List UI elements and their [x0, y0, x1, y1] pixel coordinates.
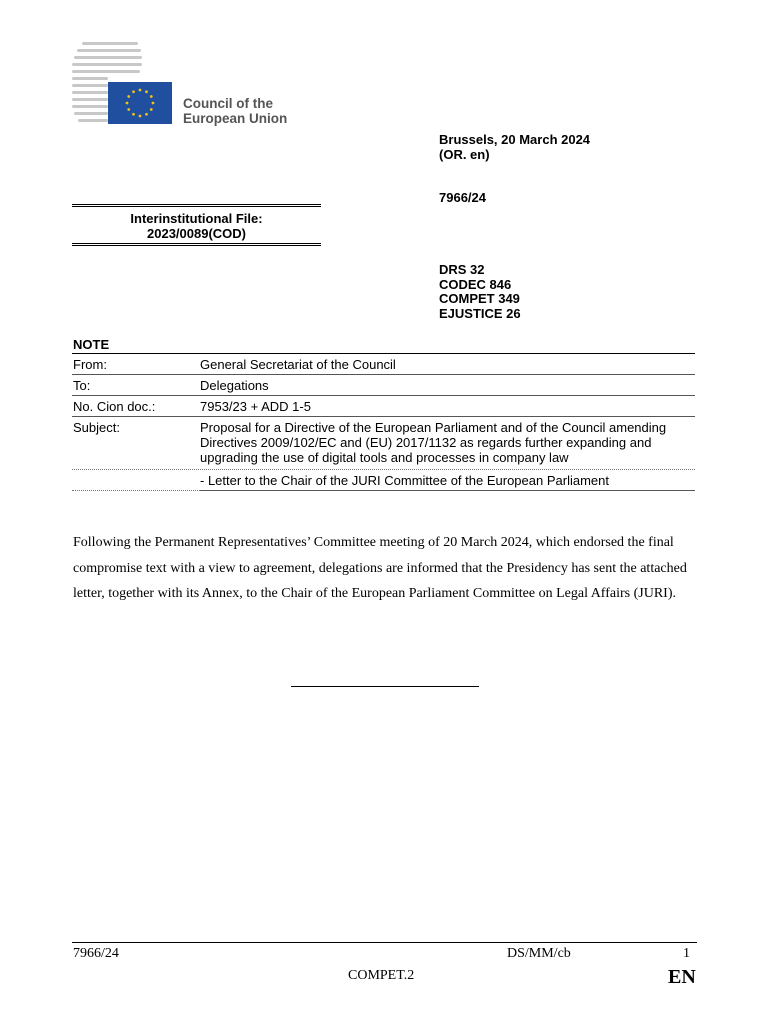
- row-label: Subject:: [73, 420, 120, 435]
- eu-star: [145, 90, 148, 93]
- code-line: CODEC 846: [439, 276, 512, 292]
- footer-department: COMPET.2: [348, 968, 415, 983]
- note-row-subject: [72, 417, 695, 470]
- subject-extra: - Letter to the Chair of the JURI Committee of the European Parliament: [200, 470, 695, 491]
- row-label: From:: [73, 357, 107, 372]
- row-value: General Secretariat of the Council: [200, 357, 396, 372]
- code-line: EJUSTICE 26: [439, 305, 521, 321]
- note-row-cion-doc: [72, 396, 695, 417]
- row-value: Delegations: [200, 378, 269, 393]
- code-line: COMPET 349: [439, 291, 520, 306]
- interinstitutional-file: [72, 204, 321, 246]
- organisation-line-1: Council of the: [183, 96, 273, 111]
- note-row-from: [72, 354, 695, 375]
- eu-star: [139, 115, 142, 118]
- footer-page-number: 1: [683, 946, 690, 961]
- footer-doc-number: 7966/24: [73, 946, 119, 961]
- interinstitutional-number: 2023/0089(COD): [147, 226, 246, 241]
- body-paragraph: Following the Permanent Representatives’ Committee meeting of 20 March 2024, which endorsed the final compromise text with a view to agreement, delegations are informed that the Presidency has sent the attached letter, together with its Annex, to the Chair of the European Parliament Committee on Legal Affairs (JURI).: [73, 535, 687, 601]
- row-label: To:: [73, 378, 91, 393]
- note-row-to: [72, 375, 695, 396]
- organisation-line-2: European Union: [183, 111, 288, 126]
- interinstitutional-label: Interinstitutional File:: [130, 211, 263, 226]
- footer-initials: DS/MM/cb: [507, 946, 571, 961]
- eu-star: [127, 95, 130, 98]
- note-title: NOTE: [73, 337, 110, 352]
- eu-star: [139, 89, 142, 92]
- document-number: 7966/24: [439, 190, 486, 205]
- eu-star: [127, 108, 130, 111]
- code-line: DRS 32: [439, 262, 485, 277]
- footer-rule: [72, 942, 697, 943]
- separator-line: [291, 686, 479, 687]
- row-label-empty: [72, 470, 200, 491]
- note-row-subject-extra: [72, 470, 695, 491]
- eu-star: [150, 95, 153, 98]
- eu-star: [150, 108, 153, 111]
- eu-star: [132, 113, 135, 116]
- footer-language: EN: [668, 966, 696, 988]
- row-value: 7953/23 + ADD 1-5: [200, 399, 311, 414]
- note-table: [72, 353, 695, 491]
- document-codes: [439, 263, 521, 321]
- eu-star: [126, 102, 129, 105]
- subject-value: Proposal for a Directive of the European Parliament and of the Council amending Directives 2009/102/EC and (EU) 2017/1132 as regards further expanding and upgrading the use of digital tools and processes in company law: [200, 420, 667, 465]
- original-language: (OR. en): [439, 147, 490, 162]
- row-label: No. Cion doc.:: [73, 399, 156, 414]
- council-logo-icon: [72, 40, 176, 126]
- place-date-block: [439, 132, 590, 162]
- eu-star: [152, 102, 155, 105]
- place-date: Brussels, 20 March 2024: [439, 132, 591, 147]
- eu-star: [145, 113, 148, 116]
- organisation-name: [183, 96, 287, 126]
- eu-star: [132, 90, 135, 93]
